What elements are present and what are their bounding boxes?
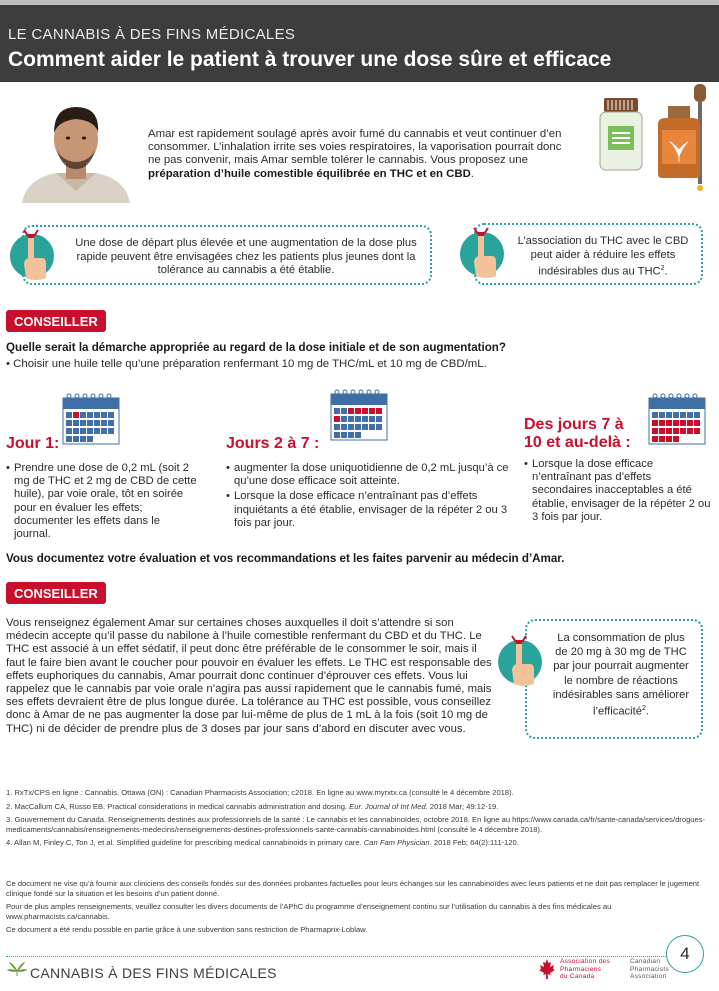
page-number: 4: [666, 935, 704, 973]
oil-choice: • Choisir une huile telle qu’une préparation renfermant 10 mg de THC/mL et 10 mg de CBD/mL.: [6, 358, 487, 370]
days7to10-list: [524, 458, 714, 526]
conseiller-badge-1: CONSEILLER: [6, 310, 106, 332]
footer-brand: CANNABIS À DES FINS MÉDICALES: [30, 965, 277, 981]
pointing-hand-icon: [6, 224, 58, 284]
dose-question: Quelle serait la démarche appropriée au regard de la dose initiale et de son augmentation?: [6, 341, 506, 354]
disclaimer-notes: [6, 879, 711, 939]
reference-item: 4. Allan M, Finley C, Ton J, et al. Simplified guideline for prescribing medical cannabinoids in primary care. Can Fam Physician. 2018 Feb; 64(2):111-120.: [6, 838, 519, 848]
calendar-days2to7-icon: [330, 388, 388, 442]
page-header: [0, 5, 719, 82]
cpha-name-fr: Association des Pharmaciens du Canada: [560, 958, 611, 980]
tip-text-tolerance: Une dose de départ plus élevée et une augmentation de la dose plus rapide peuvent être envisagées chez les patients plus jeunes dont la tolérance au cannabis a été établie.: [75, 237, 417, 276]
pointing-hand-icon-3: [494, 630, 546, 690]
references-list: [6, 788, 711, 852]
oil-bottles-icon: [594, 84, 718, 196]
disclaimer-text: Ce document ne vise qu’à fournir aux cliniciens des conseils fondés sur des données probantes factuelles pour leurs échanges sur les cannabinoïdes avec leurs patients et ne doit pas remplacer le jugement clinique fondé sur la situation et les besoins d’un patient donné.: [6, 879, 700, 898]
calendar-days7to10-icon: [648, 392, 706, 446]
maple-leaf-icon: [538, 958, 556, 980]
days2to7-list: [226, 462, 518, 532]
reference-item: 3. Gouvernement du Canada. Renseignements destinés aux professionnels de la santé : Le cannabis et les cannabinoïdes, octobre 2018. En ligne au https://www.canada.ca/fr/sante-canada/services/drogues-medicaments/cannabis/renseignements-medecins/renseignements-destines-professionnels-sante-cannabis-cannabinoides.html (consulté le 4 décembre 2018).: [6, 815, 706, 834]
intro-text: Amar est rapidement soulagé après avoir fumé du cannabis et veut continuer d’en consommer. L’inhalation irrite ses voies respiratoires, la vaporisation pourrait donc ne pas convenir, mais Amar semble tolérer le cannabis. Vous proposez une préparation d’huile comestible équilibrée en THC et en CBD.: [148, 128, 562, 180]
reference-item: 2. MacCallum CA, Russo EB. Practical considerations in medical cannabis administration and dosing. Eur. Journal of Int Med. 2018 Mar; 49:12-19.: [6, 801, 499, 811]
days7to10-heading: Des jours 7 à 10 et au-delà :: [524, 416, 631, 451]
patient-portrait-image: [12, 95, 140, 203]
cpha-name-en: Canadian Pharmacists Association: [630, 958, 670, 980]
documentation-statement: Vous documentez votre évaluation et vos recommandations et les faites parvenir au médecin d’Amar.: [6, 552, 565, 565]
pointing-hand-icon-2: [456, 222, 508, 282]
reference-item: 1. RxTx/CPS en ligne : Cannabis. Ottawa (ON) : Canadian Pharmacists Association; c2018. En ligne au www.myrxtx.ca (consulté le 4 décembre 2018).: [6, 788, 514, 797]
header-kicker: LE CANNABIS À DES FINS MÉDICALES: [8, 26, 296, 43]
tip-text-cbd: L’association du THC avec le CBD peut aider à réduire les effets indésirables dus au THC$^2$.: [517, 235, 689, 278]
page-title: Comment aider le patient à trouver une dose sûre et efficace: [8, 48, 612, 71]
list-item: • Lorsque la dose efficace n’entraînant pas d’effets inquiétants a été établie, envisager de la répéter 2 ou 3 fois par jour.: [226, 490, 518, 530]
more-info-text: Pour de plus amples renseignements, veuillez consulter les divers documents de l’APhC du programme d’enseignement continu sur l’utilisation du cannabis à des fins médicales au www.pharmacists.ca/cannabis.: [6, 902, 612, 921]
footer-divider: [6, 956, 666, 957]
cannabis-leaf-icon: [7, 962, 27, 978]
counselling-paragraph: Vous renseignez également Amar sur certaines choses auxquelles il doit s’attendre si son médecin accepte qu’il passe du nabilone à l’huile comestible renfermant du CBD et du THC. Le THC est associé à un effet sédatif, il peut donc être préférable de le consommer le soir, mais il faut le faire bien avant le coucher pour pouvoir en évaluer les effets. Le THC est responsable des effets euphoriques du cannabis, Amar pourrait donc continuer d’éprouver ces effets. Vous lui rappelez que le cannabis par voie orale n’agira pas aussi rapidement que le cannabis fumé, mais ses effets devraient être de plus longue durée. La tolérance au THC est possible, vous conseillez donc à Amar de ne pas augmenter la dose par lui-même de plus de 1 mL à la fois (soit 10 mg de THC) ni de décider de prendre plus de 3 doses par jour sans d’abord en discuter avec vous.: [6, 617, 492, 735]
calendar-day1-icon: [62, 392, 120, 446]
sponsor-text: Ce document a été rendu possible en partie grâce à une subvention sans restriction de Pharmaprix-Loblaw.: [6, 925, 368, 935]
tip-text-dosage: La consommation de plus de 20 mg à 30 mg de THC par jour pourrait augmenter le nombre de réactions indésirables sans améliorer l’efficacité$^2$.: [552, 632, 690, 718]
cpha-logo: [538, 958, 716, 984]
day1-list: [6, 462, 198, 543]
day1-heading: Jour 1:: [6, 435, 60, 452]
conseiller-badge-2: CONSEILLER: [6, 582, 106, 604]
list-item: • augmenter la dose uniquotidienne de 0,2 mL jusqu’à ce qu’une dose efficace soit atteinte.: [226, 462, 518, 488]
days2to7-heading: Jours 2 à 7 :: [226, 435, 320, 452]
list-item: • Prendre une dose de 0,2 mL (soit 2 mg de THC et 2 mg de CBD de cette huile), par voie orale, tôt en soirée pour en évaluer les effets; documenter les effets dans le journal.: [6, 462, 198, 541]
list-item: • Lorsque la dose efficace n’entraînant pas d’effets secondaires inacceptables a été établie, envisager de la répéter 2 ou 3 fois par jour.: [524, 458, 714, 524]
